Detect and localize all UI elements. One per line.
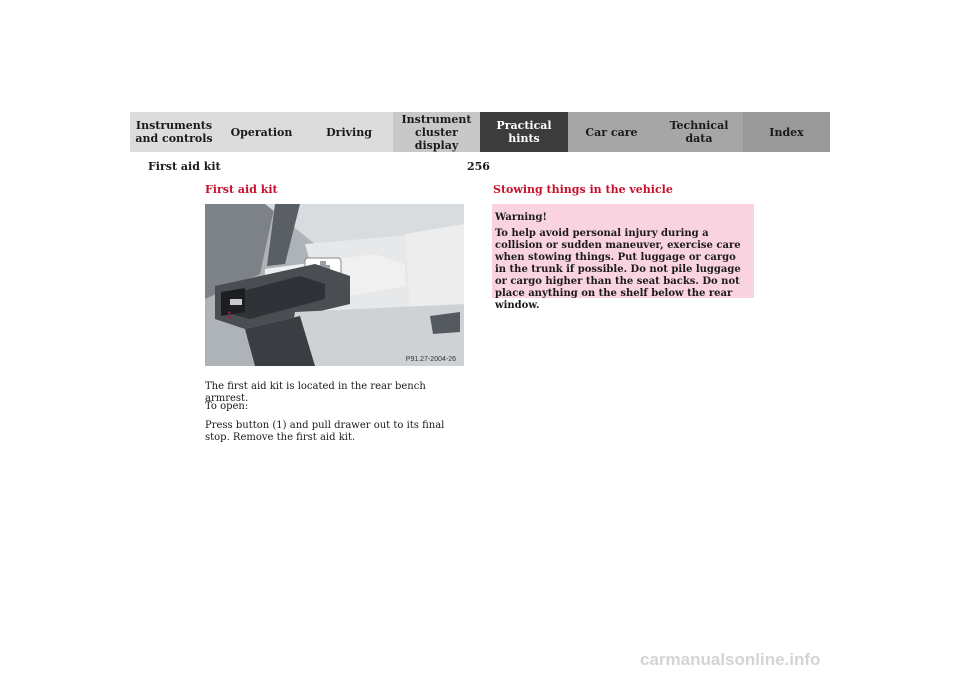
tab-instrument-cluster[interactable]: Instrument cluster display xyxy=(393,112,480,152)
callout-1: 1 xyxy=(227,310,233,320)
watermark: carmanualsonline.info xyxy=(640,650,821,669)
to-open-label: To open: xyxy=(205,401,249,412)
warning-box xyxy=(492,204,754,311)
tab-car-care[interactable]: Car care xyxy=(568,112,655,152)
open-instructions: Press button (1) and pull drawer out to its final stop. Remove the first aid kit. xyxy=(205,420,445,443)
warning-body: To help avoid personal injury during a collision or sudden maneuver, exercise care when stowing things. Put luggage or cargo in the trunk if possible. Do not pile luggage or cargo higher than the seat backs. Do not place anything on the shelf below the rear window. xyxy=(495,228,741,311)
chapter-nav xyxy=(130,112,830,152)
tab-index[interactable]: Index xyxy=(743,112,830,152)
location-text: The first aid kit is located in the rear bench armrest. xyxy=(205,381,426,404)
warning-title: Warning! xyxy=(495,212,547,223)
page-section-title: First aid kit xyxy=(148,160,221,173)
tab-practical-hints[interactable]: Practical hints xyxy=(480,112,568,152)
stowing-heading: Stowing things in the vehicle xyxy=(493,183,673,196)
armrest-drawing xyxy=(205,204,464,366)
page-number: 256 xyxy=(467,160,490,173)
first-aid-kit-illustration xyxy=(205,204,464,366)
tab-instruments-controls[interactable]: Instruments and controls xyxy=(130,112,218,152)
tab-technical-data[interactable]: Technical data xyxy=(655,112,743,152)
tab-driving[interactable]: Driving xyxy=(305,112,393,152)
first-aid-kit-heading: First aid kit xyxy=(205,183,278,196)
tab-operation[interactable]: Operation xyxy=(218,112,305,152)
figure-code: P91.27-2004-26 xyxy=(405,356,456,363)
